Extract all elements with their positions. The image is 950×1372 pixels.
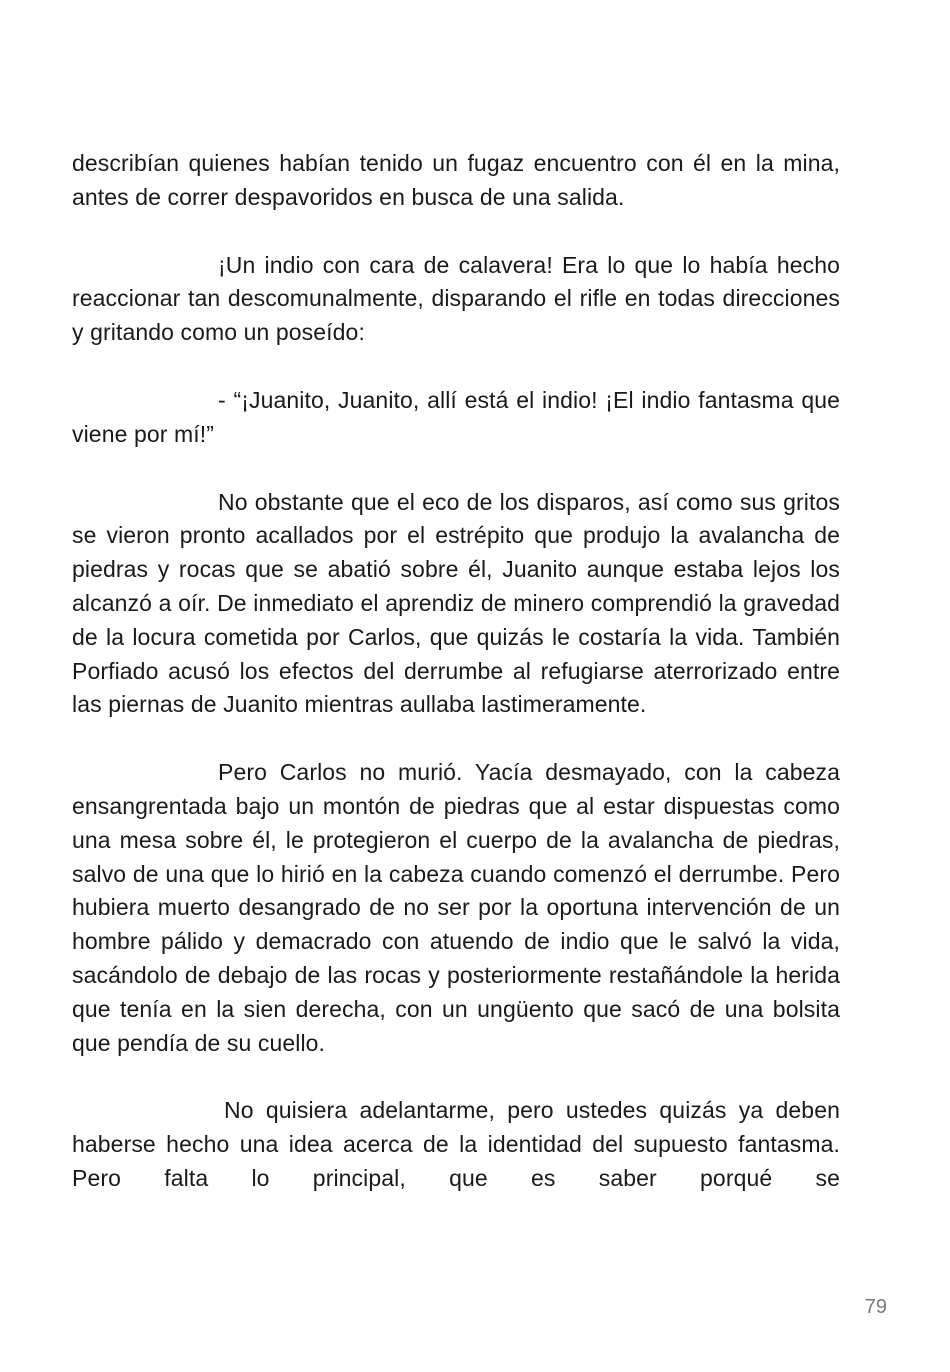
- paragraph-5: Pero Carlos no murió. Yacía desmayado, con la cabeza ensangrentada bajo un montón de piedras que al estar dispuestas como una mesa sobre él, le protegieron el cuerpo de la avalancha de piedras, salvo de una que lo hirió en la cabeza cuando comenzó el derrumbe. Pero hubiera muerto desangrado de no ser por la oportuna intervención de un hombre pálido y demacrado con atuendo de indio que le salvó la vida, sacándolo de debajo de las rocas y posteriormente restañándole la herida que tenía en la sien derecha, con un ungüento que sacó de una bolsita que pendía de su cuello.: [72, 759, 840, 1056]
- page-body: [72, 147, 840, 1196]
- paragraph-6: No quisiera adelantarme, pero ustedes quizás ya deben haberse hecho una idea acerca de la identidad del supuesto fantasma. Pero falta lo principal, que es saber porqué se: [72, 1097, 840, 1191]
- page-number: 79: [864, 1296, 887, 1318]
- paragraph-4: No obstante que el eco de los disparos, así como sus gritos se vieron pronto acallados por el estrépito que produjo la avalancha de piedras y rocas que se abatió sobre él, Juanito aunque estaba lejos los alcanzó a oír. De inmediato el aprendiz de minero comprendió la gravedad de la locura cometida por Carlos, que quizás le costaría la vida. También Porfiado acusó los efectos del derrumbe al refugiarse aterrorizado entre las piernas de Juanito mientras aullaba lastimeramente.: [72, 488, 840, 718]
- paragraph-2: ¡Un indio con cara de calavera! Era lo que lo había hecho reaccionar tan descomunalmente, disparando el rifle en todas direcciones y gritando como un poseído:: [72, 251, 840, 346]
- paragraph-1: describían quienes habían tenido un fugaz encuentro con él en la mina, antes de correr despavoridos en busca de una salida.: [72, 150, 840, 210]
- paragraph-3-dialogue: - “¡Juanito, Juanito, allí está el indio! ¡El indio fantasma que viene por mí!”: [72, 386, 840, 447]
